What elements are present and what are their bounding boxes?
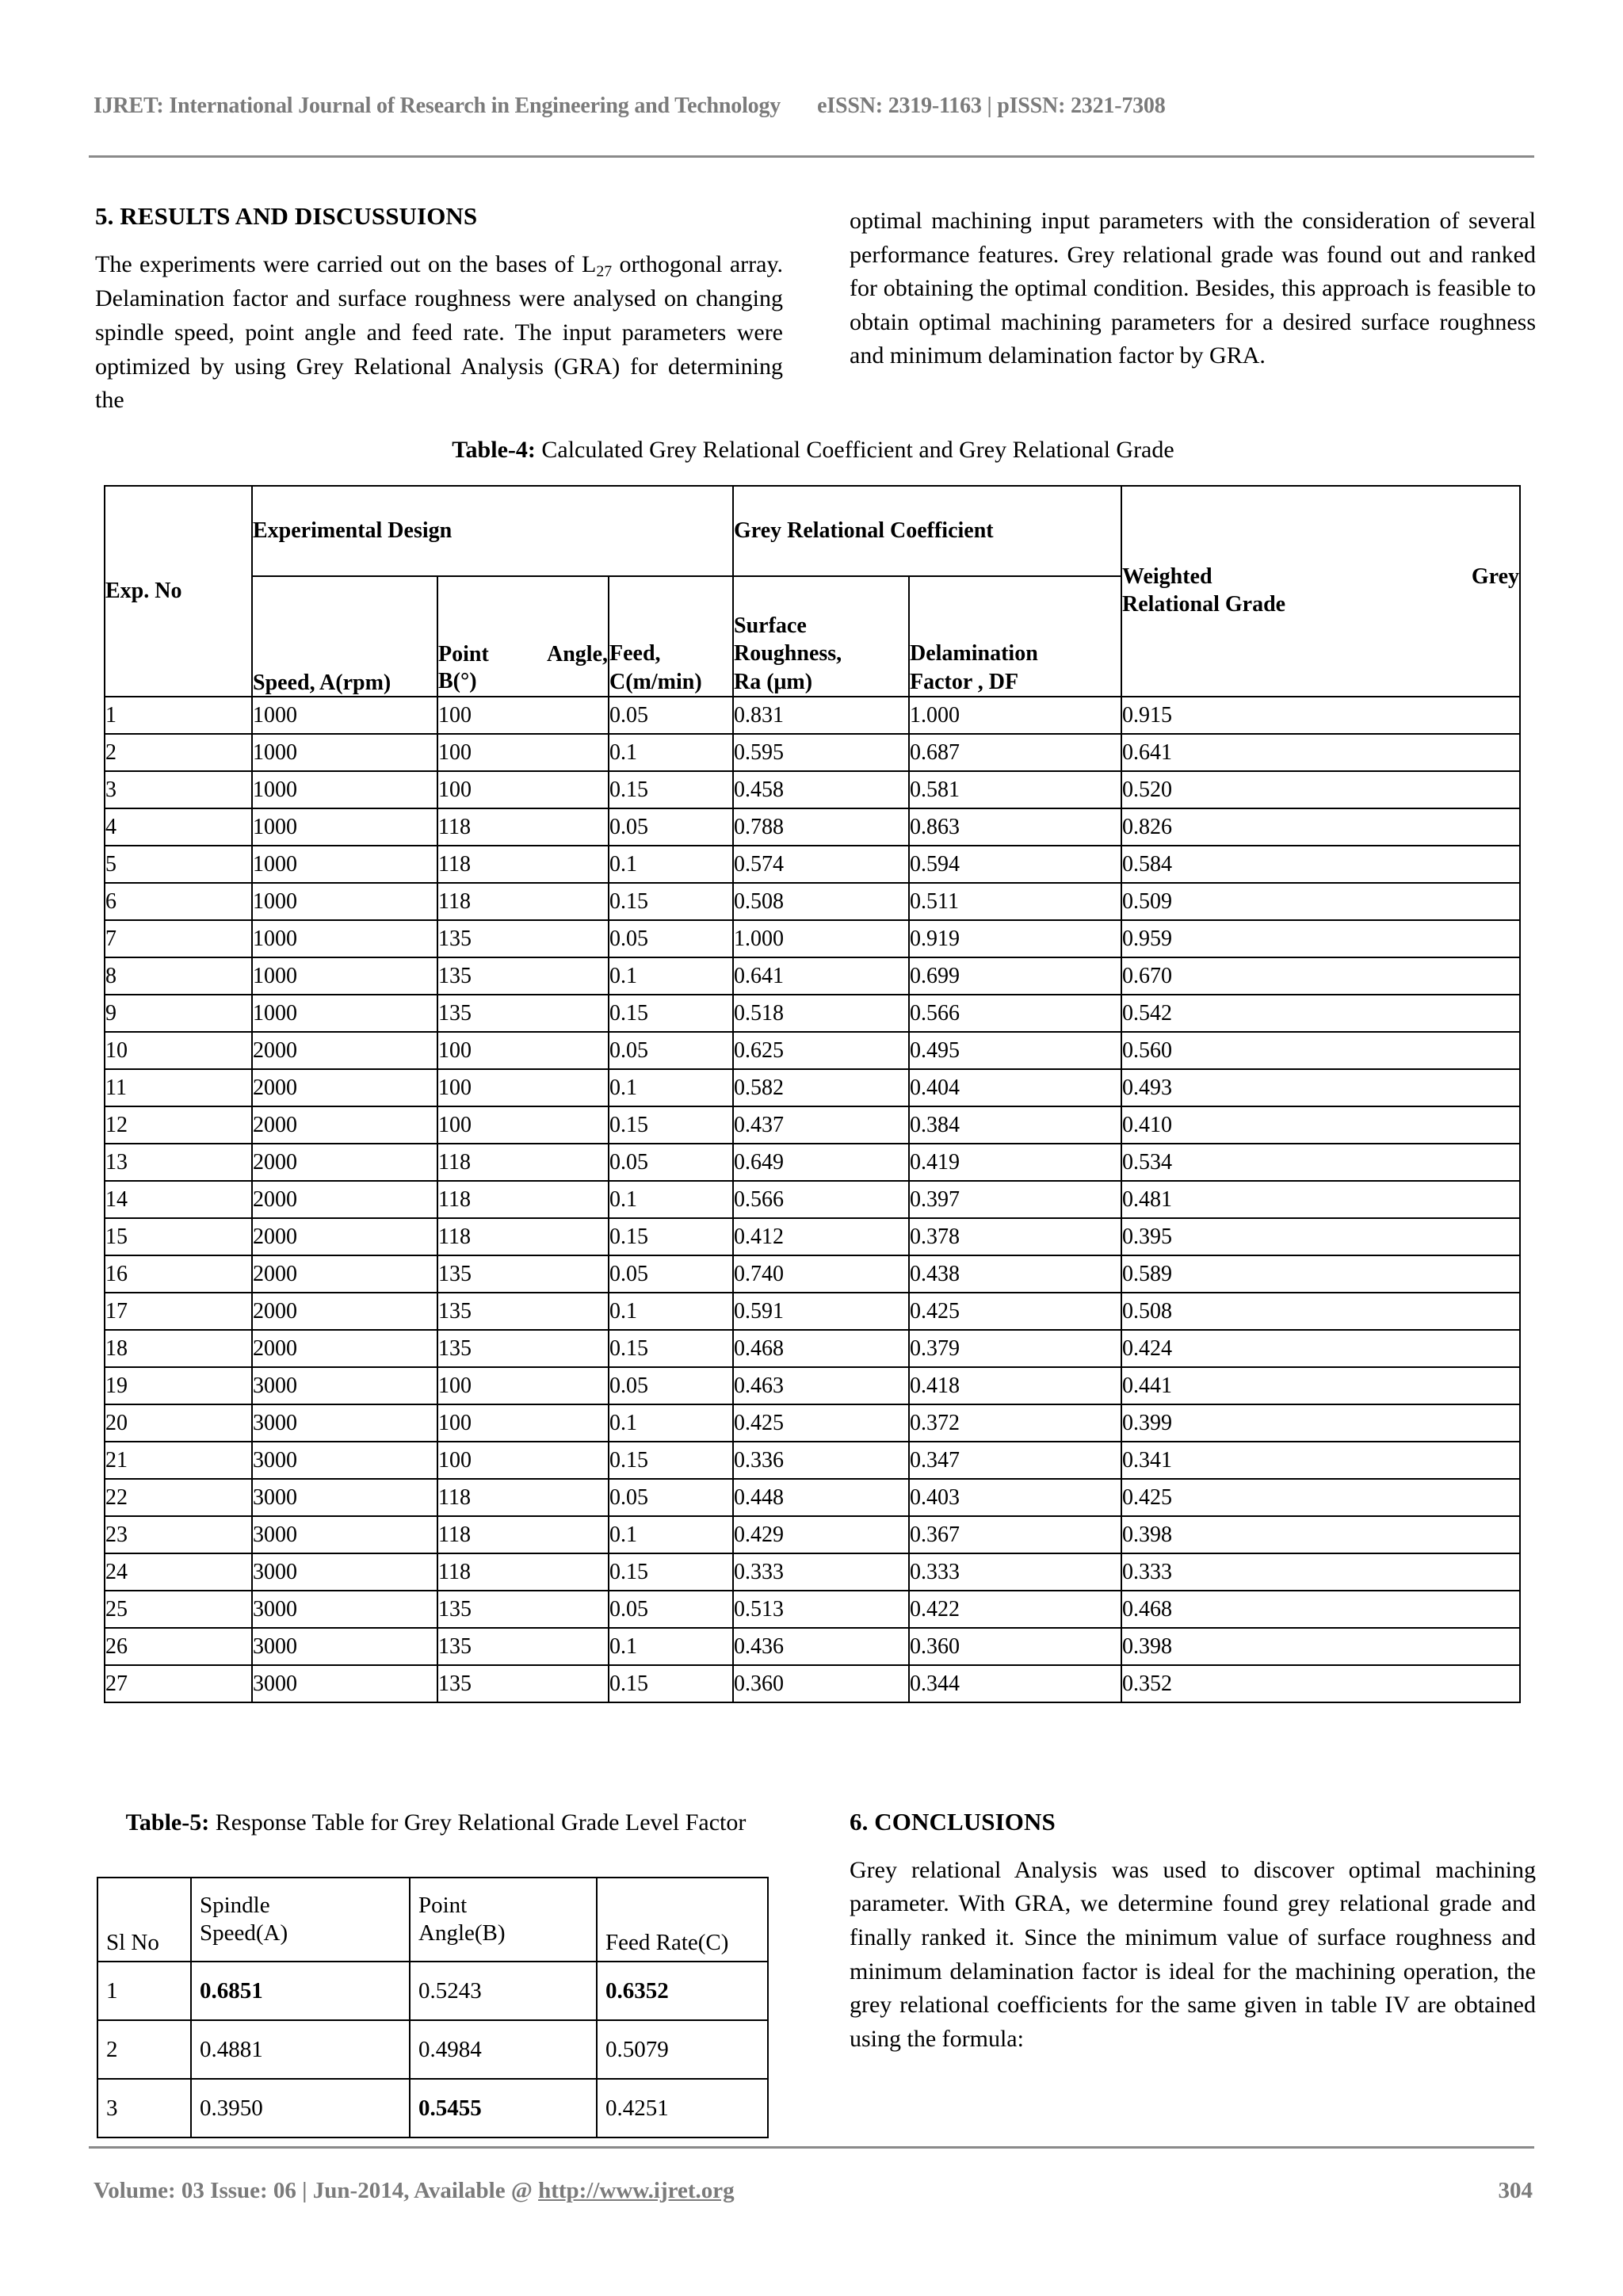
table4-cell-speed: 3000 xyxy=(252,1367,437,1404)
table-row xyxy=(105,883,1520,920)
table4-header-point-angle xyxy=(437,576,609,697)
table-row xyxy=(105,1293,1520,1330)
table4-cell-speed: 3000 xyxy=(252,1553,437,1591)
results-continuation-paragraph: optimal machining input parameters with the consideration of several performance features. Grey relational grade was found out and ranked for obtaining the optimal condition. Besides, this approach is feasible to obtain optimal machining parameters for a desired surface roughness and minimum delamination factor by GRA. xyxy=(850,208,1536,369)
table4-cell-delamination-factor: 0.367 xyxy=(909,1516,1121,1553)
table4-cell-surface-roughness: 0.333 xyxy=(733,1553,909,1591)
table5-cell-sl-no: 3 xyxy=(97,2079,191,2137)
table4-cell-delamination-factor: 0.422 xyxy=(909,1591,1121,1628)
table4-cell-exp-no: 16 xyxy=(105,1255,252,1293)
table-row xyxy=(105,1069,1520,1106)
table4-cell-delamination-factor: 0.511 xyxy=(909,883,1121,920)
table4-cell-weighted-grade: 0.424 xyxy=(1121,1330,1520,1367)
table4-cell-feed: 0.05 xyxy=(609,1479,733,1516)
table5-cell-spindle-speed: 0.3950 xyxy=(191,2079,410,2137)
table4-cell-weighted-grade: 0.441 xyxy=(1121,1367,1520,1404)
table4-cell-delamination-factor: 0.687 xyxy=(909,734,1121,771)
table4-cell-weighted-grade: 0.425 xyxy=(1121,1479,1520,1516)
table-row xyxy=(105,697,1520,734)
table5-body xyxy=(97,1962,768,2137)
table4-cell-weighted-grade: 0.398 xyxy=(1121,1628,1520,1665)
table-row xyxy=(105,1255,1520,1293)
table4-cell-exp-no: 14 xyxy=(105,1181,252,1218)
table4-cell-surface-roughness: 0.458 xyxy=(733,771,909,808)
table4-cell-speed: 1000 xyxy=(252,995,437,1032)
table4-cell-weighted-grade: 0.560 xyxy=(1121,1032,1520,1069)
table4-cell-surface-roughness: 0.591 xyxy=(733,1293,909,1330)
table4-cell-delamination-factor: 0.404 xyxy=(909,1069,1121,1106)
table4-cell-delamination-factor: 0.594 xyxy=(909,846,1121,883)
table-row xyxy=(105,957,1520,995)
table4-cell-exp-no: 13 xyxy=(105,1144,252,1181)
table5-cell-point-angle: 0.5243 xyxy=(410,1962,597,2020)
point-line-2: Angle(B) xyxy=(418,1920,506,1946)
table5-caption xyxy=(97,1807,775,1838)
table4-cell-surface-roughness: 0.641 xyxy=(733,957,909,995)
table5-cell-feed-rate: 0.6352 xyxy=(597,1962,768,2020)
table4-cell-speed: 2000 xyxy=(252,1069,437,1106)
table4-cell-delamination-factor: 0.495 xyxy=(909,1032,1121,1069)
results-continuation-column xyxy=(850,204,1536,373)
table4-cell-exp-no: 9 xyxy=(105,995,252,1032)
table4-cell-delamination-factor: 0.333 xyxy=(909,1553,1121,1591)
table4-cell-feed: 0.15 xyxy=(609,771,733,808)
table4-cell-speed: 1000 xyxy=(252,920,437,957)
page-footer xyxy=(94,2178,1533,2204)
table4-cell-surface-roughness: 0.468 xyxy=(733,1330,909,1367)
table5-header-point-angle xyxy=(410,1878,597,1962)
table4-cell-feed: 0.15 xyxy=(609,1106,733,1144)
table4-cell-speed: 3000 xyxy=(252,1442,437,1479)
table4-cell-weighted-grade: 0.410 xyxy=(1121,1106,1520,1144)
table4-cell-point-angle: 100 xyxy=(437,1404,609,1442)
table5 xyxy=(97,1877,769,2138)
table4-header-weighted-grey-relational-grade xyxy=(1121,486,1520,697)
table5-cell-sl-no: 2 xyxy=(97,2020,191,2079)
table4-cell-feed: 0.1 xyxy=(609,846,733,883)
table5-cell-spindle-speed: 0.6851 xyxy=(191,1962,410,2020)
table4-cell-surface-roughness: 0.625 xyxy=(733,1032,909,1069)
table4-cell-delamination-factor: 0.379 xyxy=(909,1330,1121,1367)
table4-cell-speed: 1000 xyxy=(252,883,437,920)
table4-cell-point-angle: 100 xyxy=(437,697,609,734)
table-row xyxy=(105,846,1520,883)
table4-cell-feed: 0.1 xyxy=(609,1404,733,1442)
table-row xyxy=(105,1144,1520,1181)
delamination-line-2: Factor , DF xyxy=(910,669,1019,694)
table-row xyxy=(105,1516,1520,1553)
table4-cell-point-angle: 135 xyxy=(437,920,609,957)
table4-cell-weighted-grade: 0.826 xyxy=(1121,808,1520,846)
feed-line-1: Feed, xyxy=(609,641,661,667)
table4-cell-surface-roughness: 0.463 xyxy=(733,1367,909,1404)
point-line-1: Point xyxy=(418,1892,468,1918)
table4-cell-weighted-grade: 0.341 xyxy=(1121,1442,1520,1479)
table4-cell-delamination-factor: 0.378 xyxy=(909,1218,1121,1255)
results-paragraph-part2: orthogonal array. Delamination factor and surface roughness were analysed on changing spindle speed, point angle and feed rate. The input parameters were optimized by using Grey Relational Analysis (GRA) for determining the xyxy=(95,250,784,414)
table-row xyxy=(105,1181,1520,1218)
table-row xyxy=(97,1962,768,2020)
table4-cell-surface-roughness: 0.649 xyxy=(733,1144,909,1181)
table4-cell-exp-no: 19 xyxy=(105,1367,252,1404)
table4-cell-surface-roughness: 0.412 xyxy=(733,1218,909,1255)
table4-cell-feed: 0.1 xyxy=(609,1516,733,1553)
table4-cell-point-angle: 118 xyxy=(437,1181,609,1218)
table4-cell-exp-no: 1 xyxy=(105,697,252,734)
table4-wrapper xyxy=(104,485,1519,1703)
table4-cell-speed: 1000 xyxy=(252,808,437,846)
table4-cell-exp-no: 23 xyxy=(105,1516,252,1553)
conclusions-paragraph: Grey relational Analysis was used to discover optimal machining parameter. With GRA, we determine found grey relational grade and finally ranked it. Since the minimum value of surface roughness and minimum delamination factor is ideal for the machining operation, the grey relational coefficients for the same given in table IV are obtained using the formula: xyxy=(850,1856,1536,2052)
table4-cell-surface-roughness: 0.595 xyxy=(733,734,909,771)
table4-cell-surface-roughness: 0.788 xyxy=(733,808,909,846)
table5-cell-feed-rate: 0.5079 xyxy=(597,2020,768,2079)
table4-cell-surface-roughness: 0.360 xyxy=(733,1665,909,1702)
table4-cell-point-angle: 100 xyxy=(437,1032,609,1069)
issn-text: eISSN: 2319-1163 | pISSN: 2321-7308 xyxy=(817,94,1166,118)
table4-cell-feed: 0.05 xyxy=(609,1255,733,1293)
table4-cell-point-angle: 118 xyxy=(437,1479,609,1516)
table4-cell-exp-no: 22 xyxy=(105,1479,252,1516)
journal-title: IJRET: International Journal of Research in Engineering and Technology xyxy=(94,94,781,118)
table4-cell-feed: 0.1 xyxy=(609,1181,733,1218)
table4-cell-speed: 1000 xyxy=(252,771,437,808)
table4-cell-speed: 3000 xyxy=(252,1665,437,1702)
table5-cell-point-angle: 0.4984 xyxy=(410,2020,597,2079)
table4-cell-feed: 0.05 xyxy=(609,1591,733,1628)
table4-cell-surface-roughness: 0.508 xyxy=(733,883,909,920)
point-angle-line-1: Point Angle, xyxy=(438,641,608,667)
table4-cell-surface-roughness: 0.831 xyxy=(733,697,909,734)
table-row xyxy=(105,771,1520,808)
table-row xyxy=(97,2079,768,2137)
table4-cell-surface-roughness: 0.336 xyxy=(733,1442,909,1479)
surface-line-1: Surface xyxy=(734,613,807,639)
table4-cell-speed: 1000 xyxy=(252,957,437,995)
table-row xyxy=(105,995,1520,1032)
table-row xyxy=(97,2020,768,2079)
table-row xyxy=(105,1665,1520,1702)
table4-cell-speed: 3000 xyxy=(252,1628,437,1665)
table4-cell-exp-no: 26 xyxy=(105,1628,252,1665)
table4-cell-point-angle: 135 xyxy=(437,1591,609,1628)
table4-head xyxy=(105,486,1520,697)
table5-wrapper xyxy=(97,1877,767,2138)
table4-cell-weighted-grade: 0.395 xyxy=(1121,1218,1520,1255)
table4-cell-exp-no: 2 xyxy=(105,734,252,771)
table4-cell-feed: 0.05 xyxy=(609,808,733,846)
table4-cell-surface-roughness: 0.513 xyxy=(733,1591,909,1628)
feed-line-2: C(m/min) xyxy=(609,669,702,694)
table4-cell-delamination-factor: 0.566 xyxy=(909,995,1121,1032)
table4-cell-weighted-grade: 0.915 xyxy=(1121,697,1520,734)
table4-cell-surface-roughness: 0.436 xyxy=(733,1628,909,1665)
table4-cell-point-angle: 100 xyxy=(437,1106,609,1144)
table4-cell-feed: 0.05 xyxy=(609,1032,733,1069)
table4-cell-feed: 0.1 xyxy=(609,734,733,771)
table4-cell-point-angle: 100 xyxy=(437,771,609,808)
table4-cell-speed: 2000 xyxy=(252,1032,437,1069)
table4-cell-exp-no: 11 xyxy=(105,1069,252,1106)
running-head xyxy=(94,94,1529,119)
weighted-grade-line-1: Weighted Grey xyxy=(1122,564,1519,590)
table4-cell-exp-no: 3 xyxy=(105,771,252,808)
table5-caption-label: Table-5: xyxy=(125,1809,210,1836)
table4-cell-weighted-grade: 0.589 xyxy=(1121,1255,1520,1293)
footer-divider xyxy=(89,2146,1534,2149)
table4-cell-weighted-grade: 0.670 xyxy=(1121,957,1520,995)
table4-body xyxy=(105,697,1520,1702)
table4-cell-weighted-grade: 0.959 xyxy=(1121,920,1520,957)
table4-cell-point-angle: 135 xyxy=(437,957,609,995)
table4-cell-point-angle: 100 xyxy=(437,1442,609,1479)
table4-header-row-1 xyxy=(105,486,1520,576)
table4-cell-weighted-grade: 0.468 xyxy=(1121,1591,1520,1628)
table5-header-spindle-speed xyxy=(191,1878,410,1962)
table4-header-speed: Speed, A(rpm) xyxy=(252,576,437,697)
table-row xyxy=(105,1553,1520,1591)
table4-cell-exp-no: 27 xyxy=(105,1665,252,1702)
table4-cell-point-angle: 135 xyxy=(437,1628,609,1665)
table4-cell-feed: 0.05 xyxy=(609,920,733,957)
table4-header-group-grey-relational-coefficient: Grey Relational Coefficient xyxy=(733,486,1121,576)
table4-cell-feed: 0.15 xyxy=(609,1553,733,1591)
table-row xyxy=(105,1404,1520,1442)
table4-cell-exp-no: 8 xyxy=(105,957,252,995)
table4-cell-exp-no: 20 xyxy=(105,1404,252,1442)
table4-cell-weighted-grade: 0.481 xyxy=(1121,1181,1520,1218)
table4-cell-exp-no: 21 xyxy=(105,1442,252,1479)
table4-cell-feed: 0.15 xyxy=(609,1665,733,1702)
table-row xyxy=(105,1628,1520,1665)
table5-head xyxy=(97,1878,768,1962)
table4-cell-feed: 0.15 xyxy=(609,1330,733,1367)
table4-cell-surface-roughness: 0.574 xyxy=(733,846,909,883)
table4-cell-speed: 2000 xyxy=(252,1181,437,1218)
table4-cell-exp-no: 18 xyxy=(105,1330,252,1367)
conclusions-heading: 6. CONCLUSIONS xyxy=(850,1808,1056,1836)
table4-cell-speed: 3000 xyxy=(252,1404,437,1442)
weighted-grade-line-2: Relational Grade xyxy=(1122,592,1286,617)
table-row xyxy=(105,1330,1520,1367)
table4-cell-weighted-grade: 0.352 xyxy=(1121,1665,1520,1702)
table-row xyxy=(105,1367,1520,1404)
table4 xyxy=(104,485,1521,1703)
delamination-line-1: Delamination xyxy=(910,641,1038,667)
table-row xyxy=(105,734,1520,771)
table-row xyxy=(105,1479,1520,1516)
table4-caption-text: Calculated Grey Relational Coefficient and Grey Relational Grade xyxy=(535,437,1174,463)
table4-cell-speed: 1000 xyxy=(252,846,437,883)
table4-cell-point-angle: 118 xyxy=(437,1516,609,1553)
table5-header-feed-rate: Feed Rate(C) xyxy=(597,1878,768,1962)
table4-cell-delamination-factor: 0.419 xyxy=(909,1144,1121,1181)
table4-cell-point-angle: 118 xyxy=(437,1553,609,1591)
table5-cell-point-angle: 0.5455 xyxy=(410,2079,597,2137)
header-divider xyxy=(89,155,1534,158)
table4-cell-speed: 2000 xyxy=(252,1330,437,1367)
footer-url-link[interactable]: http://www.ijret.org xyxy=(538,2178,735,2203)
table4-cell-feed: 0.1 xyxy=(609,1628,733,1665)
table4-cell-delamination-factor: 0.425 xyxy=(909,1293,1121,1330)
table5-caption-text: Response Table for Grey Relational Grade Level Factor xyxy=(209,1809,747,1836)
table4-cell-delamination-factor: 0.372 xyxy=(909,1404,1121,1442)
table4-cell-surface-roughness: 0.429 xyxy=(733,1516,909,1553)
table4-cell-surface-roughness: 0.582 xyxy=(733,1069,909,1106)
table4-cell-point-angle: 100 xyxy=(437,734,609,771)
table4-cell-feed: 0.15 xyxy=(609,883,733,920)
conclusions-column xyxy=(850,1809,1536,2056)
table5-cell-spindle-speed: 0.4881 xyxy=(191,2020,410,2079)
table4-cell-weighted-grade: 0.520 xyxy=(1121,771,1520,808)
table5-header-row xyxy=(97,1878,768,1962)
spindle-line-1: Spindle xyxy=(200,1892,270,1918)
table4-cell-delamination-factor: 0.418 xyxy=(909,1367,1121,1404)
table4-cell-delamination-factor: 0.919 xyxy=(909,920,1121,957)
table4-cell-feed: 0.1 xyxy=(609,957,733,995)
table4-cell-point-angle: 100 xyxy=(437,1367,609,1404)
table4-cell-exp-no: 5 xyxy=(105,846,252,883)
table4-header-surface-roughness xyxy=(733,576,909,697)
footer-volume-text: Volume: 03 Issue: 06 | Jun-2014, Available @ xyxy=(94,2178,539,2203)
results-column xyxy=(95,203,783,418)
table4-cell-surface-roughness: 1.000 xyxy=(733,920,909,957)
page-number: 304 xyxy=(1498,2178,1533,2203)
results-heading: 5. RESULTS AND DISCUSSUIONS xyxy=(95,202,478,230)
table4-cell-speed: 1000 xyxy=(252,734,437,771)
table4-cell-point-angle: 118 xyxy=(437,808,609,846)
table4-header-exp-no: Exp. No xyxy=(105,486,252,697)
table4-cell-point-angle: 100 xyxy=(437,1069,609,1106)
table4-cell-delamination-factor: 0.397 xyxy=(909,1181,1121,1218)
table4-header-delamination-factor xyxy=(909,576,1121,697)
table4-header-group-experimental-design: Experimental Design xyxy=(252,486,733,576)
table4-cell-delamination-factor: 0.699 xyxy=(909,957,1121,995)
table4-cell-point-angle: 118 xyxy=(437,846,609,883)
table-row xyxy=(105,1218,1520,1255)
table4-cell-delamination-factor: 0.438 xyxy=(909,1255,1121,1293)
table4-cell-delamination-factor: 1.000 xyxy=(909,697,1121,734)
table4-cell-point-angle: 118 xyxy=(437,1218,609,1255)
table4-cell-speed: 3000 xyxy=(252,1516,437,1553)
table4-cell-point-angle: 135 xyxy=(437,1293,609,1330)
table4-cell-delamination-factor: 0.581 xyxy=(909,771,1121,808)
table4-cell-surface-roughness: 0.448 xyxy=(733,1479,909,1516)
table4-cell-weighted-grade: 0.641 xyxy=(1121,734,1520,771)
table4-cell-delamination-factor: 0.360 xyxy=(909,1628,1121,1665)
table4-cell-point-angle: 135 xyxy=(437,995,609,1032)
table4-cell-weighted-grade: 0.333 xyxy=(1121,1553,1520,1591)
table4-cell-point-angle: 118 xyxy=(437,1144,609,1181)
table4-cell-exp-no: 17 xyxy=(105,1293,252,1330)
table4-cell-exp-no: 4 xyxy=(105,808,252,846)
table4-cell-feed: 0.15 xyxy=(609,995,733,1032)
table4-cell-speed: 1000 xyxy=(252,697,437,734)
footer-volume-block xyxy=(94,2178,735,2204)
table4-cell-surface-roughness: 0.518 xyxy=(733,995,909,1032)
table4-cell-feed: 0.15 xyxy=(609,1442,733,1479)
table4-cell-speed: 3000 xyxy=(252,1479,437,1516)
table4-cell-feed: 0.15 xyxy=(609,1218,733,1255)
table5-cell-feed-rate: 0.4251 xyxy=(597,2079,768,2137)
table4-cell-exp-no: 15 xyxy=(105,1218,252,1255)
table4-cell-delamination-factor: 0.384 xyxy=(909,1106,1121,1144)
table4-cell-exp-no: 25 xyxy=(105,1591,252,1628)
table4-header-feed xyxy=(609,576,733,697)
spindle-line-2: Speed(A) xyxy=(200,1920,288,1946)
table-row xyxy=(105,808,1520,846)
table-row xyxy=(105,1442,1520,1479)
table4-cell-speed: 2000 xyxy=(252,1293,437,1330)
surface-line-2: Roughness, xyxy=(734,641,842,667)
table5-header-sl-no: Sl No xyxy=(97,1878,191,1962)
table4-cell-point-angle: 135 xyxy=(437,1330,609,1367)
table-row xyxy=(105,1032,1520,1069)
table4-cell-delamination-factor: 0.863 xyxy=(909,808,1121,846)
table4-cell-weighted-grade: 0.542 xyxy=(1121,995,1520,1032)
table4-cell-exp-no: 6 xyxy=(105,883,252,920)
table4-cell-weighted-grade: 0.399 xyxy=(1121,1404,1520,1442)
table4-cell-delamination-factor: 0.347 xyxy=(909,1442,1121,1479)
table5-cell-sl-no: 1 xyxy=(97,1962,191,2020)
table4-cell-surface-roughness: 0.566 xyxy=(733,1181,909,1218)
surface-line-3: Ra (μm) xyxy=(734,669,813,694)
table4-caption-label: Table-4: xyxy=(452,437,536,463)
table4-cell-surface-roughness: 0.740 xyxy=(733,1255,909,1293)
table4-cell-weighted-grade: 0.509 xyxy=(1121,883,1520,920)
table4-cell-exp-no: 7 xyxy=(105,920,252,957)
table-row xyxy=(105,920,1520,957)
table4-cell-weighted-grade: 0.584 xyxy=(1121,846,1520,883)
table4-cell-feed: 0.1 xyxy=(609,1293,733,1330)
table-row xyxy=(105,1106,1520,1144)
table4-cell-speed: 2000 xyxy=(252,1144,437,1181)
table4-cell-feed: 0.05 xyxy=(609,1144,733,1181)
table4-cell-weighted-grade: 0.493 xyxy=(1121,1069,1520,1106)
table4-cell-exp-no: 10 xyxy=(105,1032,252,1069)
table4-cell-surface-roughness: 0.425 xyxy=(733,1404,909,1442)
results-paragraph-subscript: 27 xyxy=(596,262,613,281)
table4-caption xyxy=(95,434,1531,465)
results-paragraph-part1: The experiments were carried out on the bases of L xyxy=(95,250,597,277)
table4-cell-speed: 2000 xyxy=(252,1106,437,1144)
table4-cell-exp-no: 24 xyxy=(105,1553,252,1591)
table4-cell-feed: 0.1 xyxy=(609,1069,733,1106)
table4-cell-point-angle: 135 xyxy=(437,1255,609,1293)
point-angle-line-2: B(°) xyxy=(438,669,477,694)
table4-cell-weighted-grade: 0.398 xyxy=(1121,1516,1520,1553)
table4-cell-speed: 2000 xyxy=(252,1218,437,1255)
table4-cell-exp-no: 12 xyxy=(105,1106,252,1144)
table4-cell-feed: 0.05 xyxy=(609,697,733,734)
table4-cell-speed: 3000 xyxy=(252,1591,437,1628)
results-paragraph xyxy=(95,248,783,418)
table4-cell-weighted-grade: 0.534 xyxy=(1121,1144,1520,1181)
table4-cell-point-angle: 135 xyxy=(437,1665,609,1702)
table4-cell-delamination-factor: 0.344 xyxy=(909,1665,1121,1702)
table4-cell-delamination-factor: 0.403 xyxy=(909,1479,1121,1516)
table4-cell-point-angle: 118 xyxy=(437,883,609,920)
table4-cell-weighted-grade: 0.508 xyxy=(1121,1293,1520,1330)
table-row xyxy=(105,1591,1520,1628)
table4-cell-speed: 2000 xyxy=(252,1255,437,1293)
table4-cell-feed: 0.05 xyxy=(609,1367,733,1404)
table4-cell-surface-roughness: 0.437 xyxy=(733,1106,909,1144)
